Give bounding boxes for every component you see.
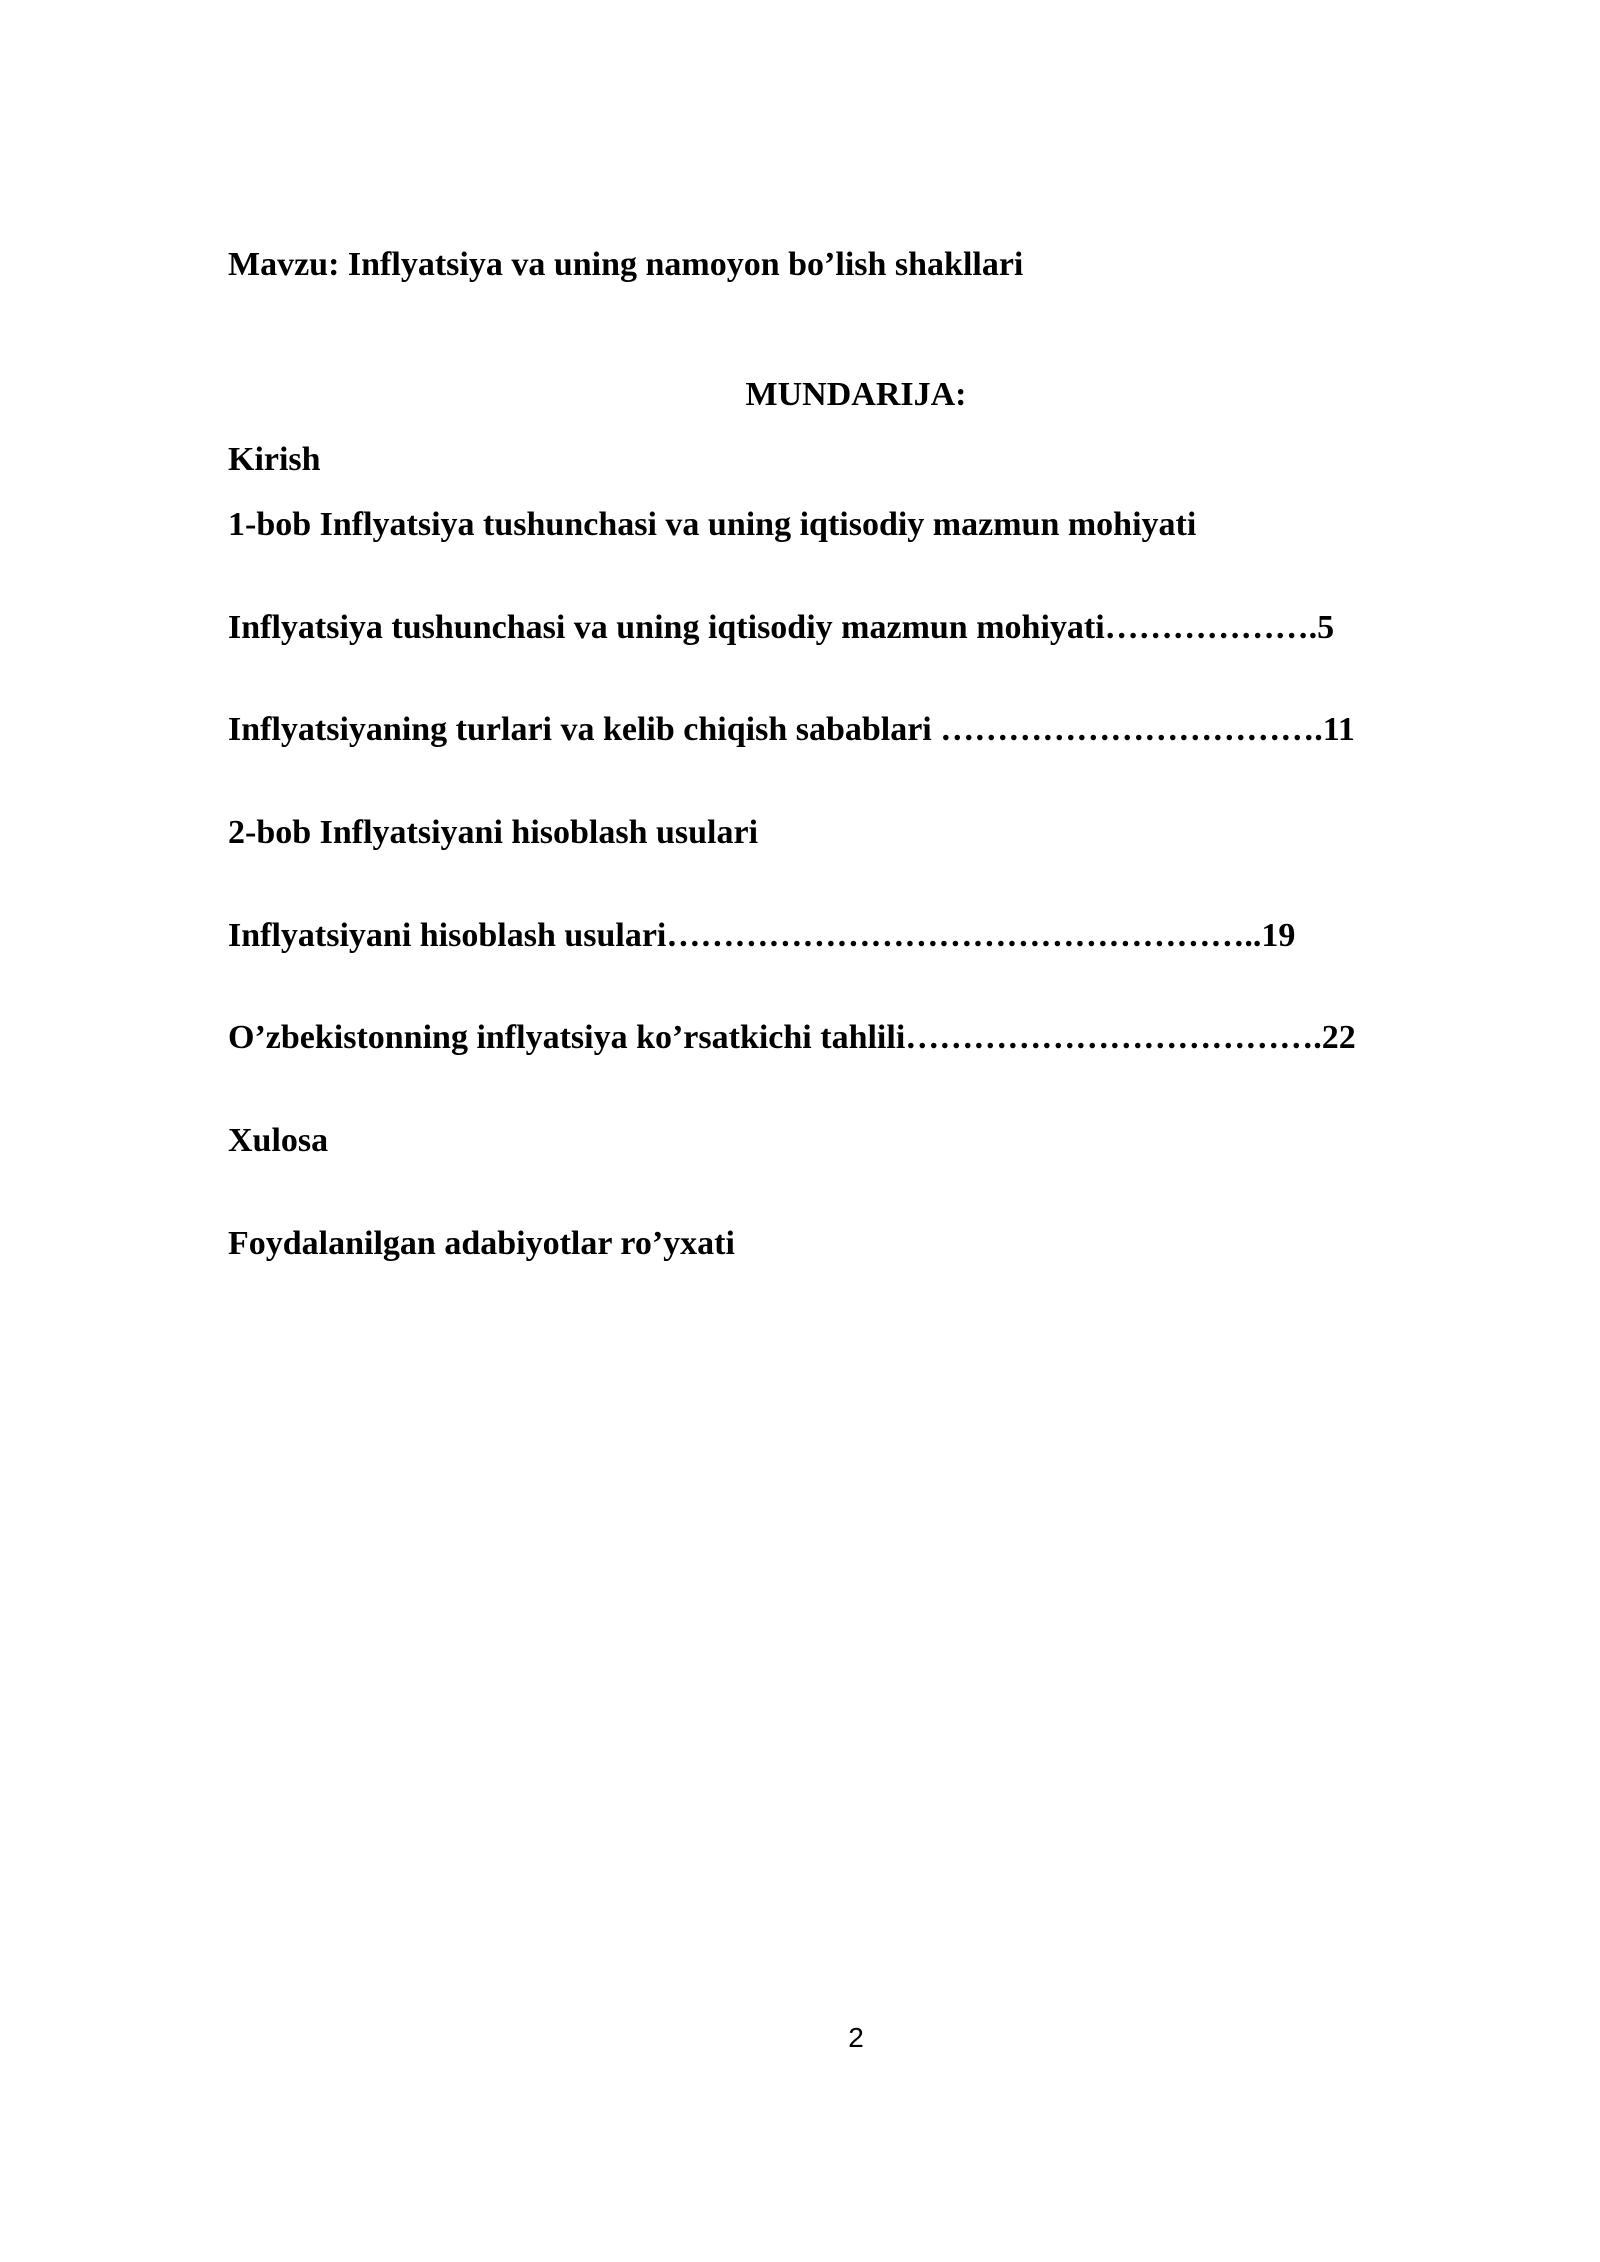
toc-entry-conclusion: Xulosa: [228, 1122, 329, 1159]
toc-entry-1-2: Inflyatsiyaning turlari va kelib chiqish sabablari …………………………….11: [228, 711, 1355, 748]
toc-chapter-1: 1-bob Inflyatsiya tushunchasi va uning iqtisodiy mazmun mohiyati: [228, 506, 1197, 543]
toc-entry-introduction: Kirish: [228, 441, 321, 478]
toc-heading: MUNDARIJA:: [745, 376, 967, 413]
topic-title: Mavzu: Inflyatsiya va uning namoyon bo’lish shakllari: [228, 246, 1024, 283]
toc-chapter-2: 2-bob Inflyatsiyani hisoblash usulari: [228, 814, 759, 851]
toc-entry-2-1: Inflyatsiyani hisoblash usulari……………………………………………..19: [228, 917, 1296, 954]
toc-entry-1-1: Inflyatsiya tushunchasi va uning iqtisodiy mazmun mohiyati……………….5: [228, 609, 1335, 646]
toc-entry-references: Foydalanilgan adabiyotlar ro’yxati: [228, 1225, 735, 1262]
page-number: 2: [848, 2022, 864, 2053]
toc-entry-2-2: O’zbekistonning inflyatsiya ko’rsatkichi tahlili……………………………….22: [228, 1019, 1356, 1056]
